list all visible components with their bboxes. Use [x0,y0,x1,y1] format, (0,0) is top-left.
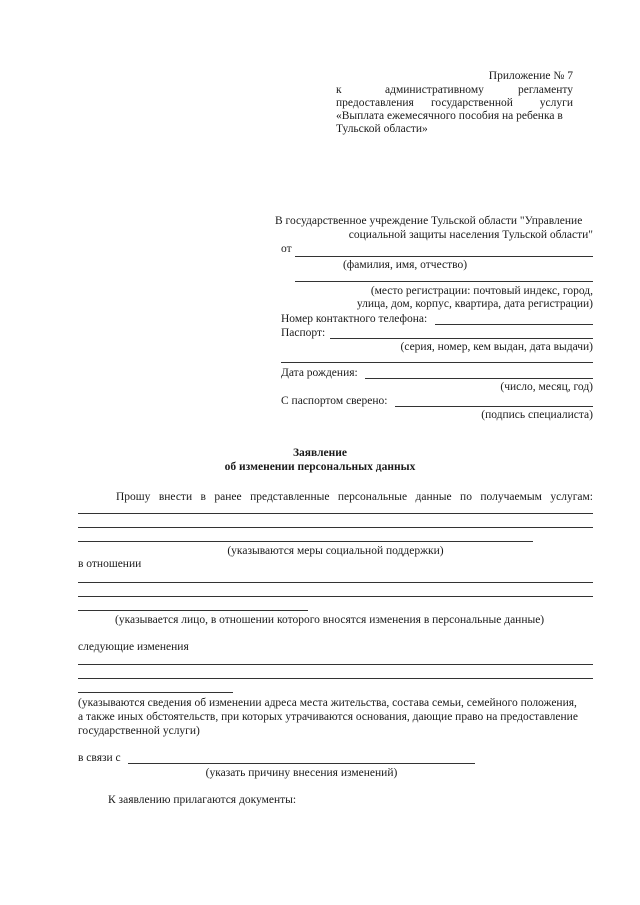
phone-label: Номер контактного телефона: [281,313,428,325]
header-word-administrative: административному [385,84,484,96]
header-service-name-line2: Тульской области» [336,123,428,135]
reason-label: в связи с [78,752,121,764]
attachments-label: К заявлению прилагаются документы: [108,794,297,806]
passport-field-line2[interactable] [281,362,593,363]
changes-field-line3[interactable] [78,692,233,693]
reason-caption: (указать причину внесения изменений) [205,767,398,779]
verified-caption: (подпись специалиста) [481,409,593,421]
addressee-line2: социальной защиты населения Тульской области" [348,229,593,241]
verified-label: С паспортом сверено: [281,395,388,407]
passport-caption: (серия, номер, кем выдан, дата выдачи) [400,341,593,353]
services-field-line3[interactable] [78,541,533,542]
regarding-field-line2[interactable] [78,596,593,597]
appendix-number: Приложение № 7 [488,70,573,82]
phone-field[interactable] [435,324,593,325]
document-title: Заявление [292,447,347,459]
changes-label: следующие изменения [78,641,189,653]
measures-caption: (указываются меры социальной поддержки) [227,545,444,557]
changes-field-line1[interactable] [78,664,593,665]
passport-field[interactable] [330,338,593,339]
header-word-regulation: регламенту [518,84,573,96]
changes-caption-line2: а также иных обстоятельств, при которых утрачиваются основания, дающие право на предоставление [78,711,578,723]
changes-caption-line1: (указываются сведения об изменении адреса места жительства, состава семьи, семейного положения, [78,697,577,709]
services-field-line2[interactable] [78,527,593,528]
regarding-field-line3[interactable] [78,610,308,611]
changes-field-line2[interactable] [78,678,593,679]
person-caption: (указывается лицо, в отношении которого вносятся изменения в персональные данные) [115,614,545,626]
verified-signature-field[interactable] [395,406,593,407]
header-word-service: услуги [539,97,573,109]
services-field-line1[interactable] [78,513,593,514]
fio-caption: (фамилия, имя, отчество) [342,259,468,271]
registration-field[interactable] [295,281,593,282]
from-label: от [281,243,292,255]
addressee-line1: В государственное учреждение Тульской области "Управление [275,215,583,227]
birth-date-label: Дата рождения: [281,367,358,379]
header-word-state: государственной [431,97,513,109]
registration-caption-line1: (место регистрации: почтовый индекс, город, [370,285,593,297]
request-text: Прошу внести в ранее представленные персональные данные по получаемым услугам: [116,491,593,503]
passport-label: Паспорт: [281,327,326,339]
birth-date-field[interactable] [365,378,593,379]
birth-date-caption: (число, месяц, год) [500,381,593,393]
changes-caption-line3: государственной услуги) [78,725,200,737]
header-word-provision: предоставления [336,97,414,109]
registration-caption-line2: улица, дом, корпус, квартира, дата регистрации) [356,298,593,310]
header-word-k: к [336,84,342,96]
reason-field[interactable] [128,763,475,764]
header-service-name-line1: «Выплата ежемесячного пособия на ребенка в [336,110,563,122]
regarding-field-line1[interactable] [78,582,593,583]
fio-field[interactable] [295,256,593,257]
regarding-label: в отношении [78,558,142,570]
document-subtitle: об изменении персональных данных [224,461,416,473]
